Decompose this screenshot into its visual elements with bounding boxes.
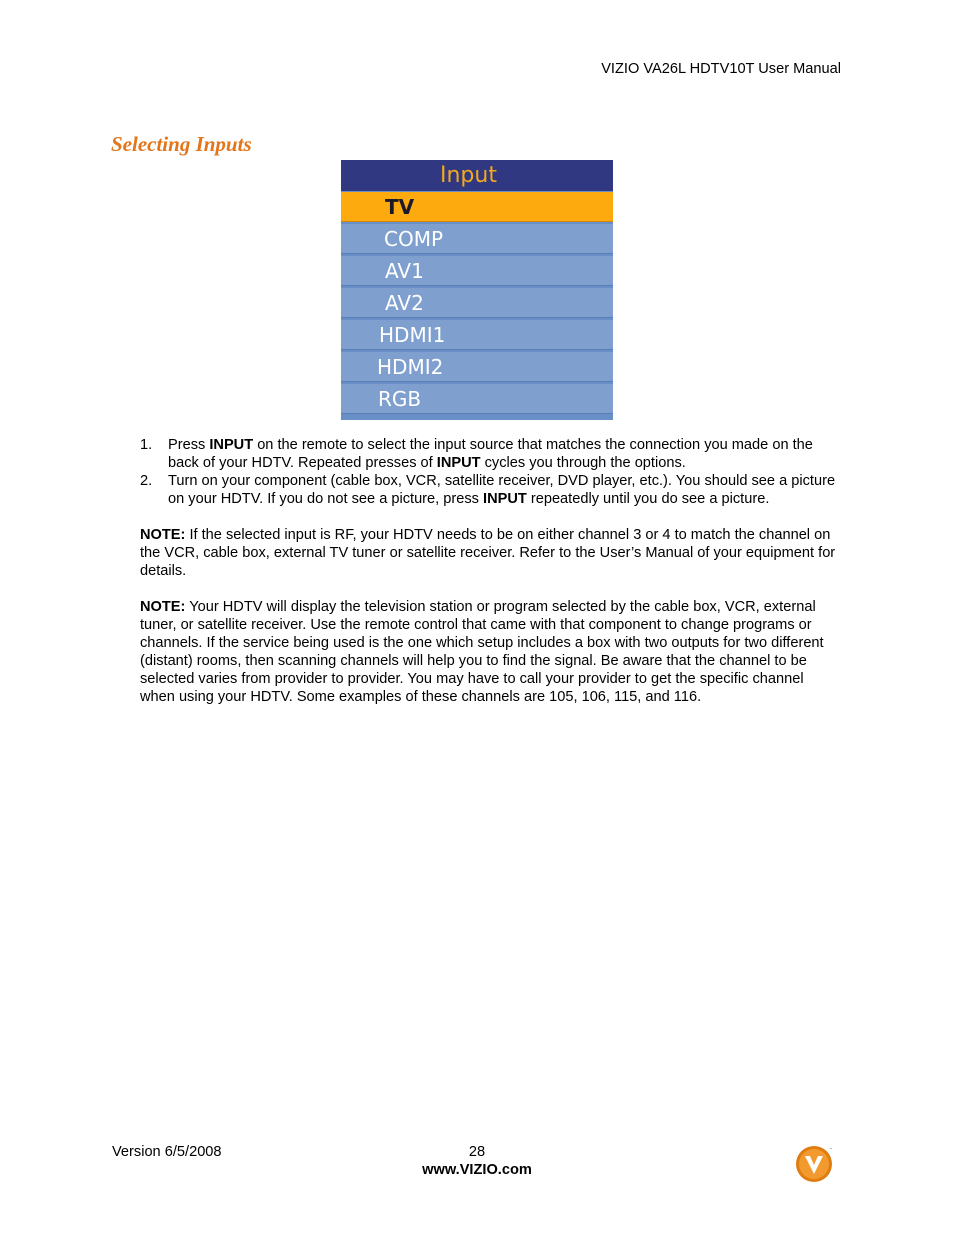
input-menu-item-av1: AV1 xyxy=(341,256,613,286)
note-text: Your HDTV will display the television station or program selected by the cable box, VCR, external tuner, or satellite receiver. Use the remote control that came with that component to change programs or channels. If the service being used is the one which setup includes a box with two outputs for two different (distant) rooms, then scanning channels will help you to find the signal. Be aware that the channel to be selected varies from provider to provider. You may have to call your provider to get the specific channel when using your HDTV. Some examples of these channels are 105, 106, 115, and 116. xyxy=(140,599,824,705)
note-paragraph xyxy=(140,526,840,580)
input-menu-screenshot xyxy=(341,160,613,420)
website-url: www.VIZIO.com xyxy=(422,1162,532,1178)
vizio-logo-icon xyxy=(795,1145,833,1183)
step-text: repeatedly until you do see a picture. xyxy=(526,491,770,507)
note-label: NOTE: xyxy=(140,527,186,543)
input-menu-item-rgb: RGB xyxy=(341,384,613,414)
step-text: cycles you through the options. xyxy=(480,455,686,471)
input-menu-item-hdmi1: HDMI1 xyxy=(341,320,613,350)
input-menu-item-tv: TV xyxy=(341,192,613,222)
input-menu-item-hdmi2: HDMI2 xyxy=(341,352,613,382)
input-keyword: INPUT xyxy=(209,437,254,453)
step-item xyxy=(140,436,840,472)
step-number: 2. xyxy=(140,473,153,489)
steps-list xyxy=(140,436,840,508)
input-menu-title: Input xyxy=(341,160,613,191)
note-text: If the selected input is RF, your HDTV needs to be on either channel 3 or 4 to match the channel on the VCR, cable box, external TV tuner or satellite receiver. Refer to the User’s Manual of your equipment for details. xyxy=(140,527,836,579)
page-number: 28 xyxy=(468,1144,486,1160)
input-keyword: INPUT xyxy=(436,455,481,471)
step-number: 1. xyxy=(140,437,153,453)
input-menu-item-av2: AV2 xyxy=(341,288,613,318)
step-text: on the remote to select the input source that matches the connection you made on the back of your HDTV. Repeated presses of xyxy=(168,437,813,471)
note-label: NOTE: xyxy=(140,599,186,615)
body-text xyxy=(140,436,840,706)
svg-text:™: ™ xyxy=(829,1147,833,1152)
step-text: Turn on your component (cable box, VCR, satellite receiver, DVD player, etc.). You should see a picture on your HDTV. If you do not see a picture, press xyxy=(168,473,836,507)
section-title: Selecting Inputs xyxy=(111,132,252,156)
note-paragraph xyxy=(140,598,840,706)
version-label: Version 6/5/2008 xyxy=(112,1144,222,1160)
step-text: Press xyxy=(168,437,210,453)
input-menu-item-comp: COMP xyxy=(341,224,613,254)
manual-title: VIZIO VA26L HDTV10T User Manual xyxy=(601,61,841,77)
step-item xyxy=(140,472,840,508)
input-keyword: INPUT xyxy=(483,491,527,507)
